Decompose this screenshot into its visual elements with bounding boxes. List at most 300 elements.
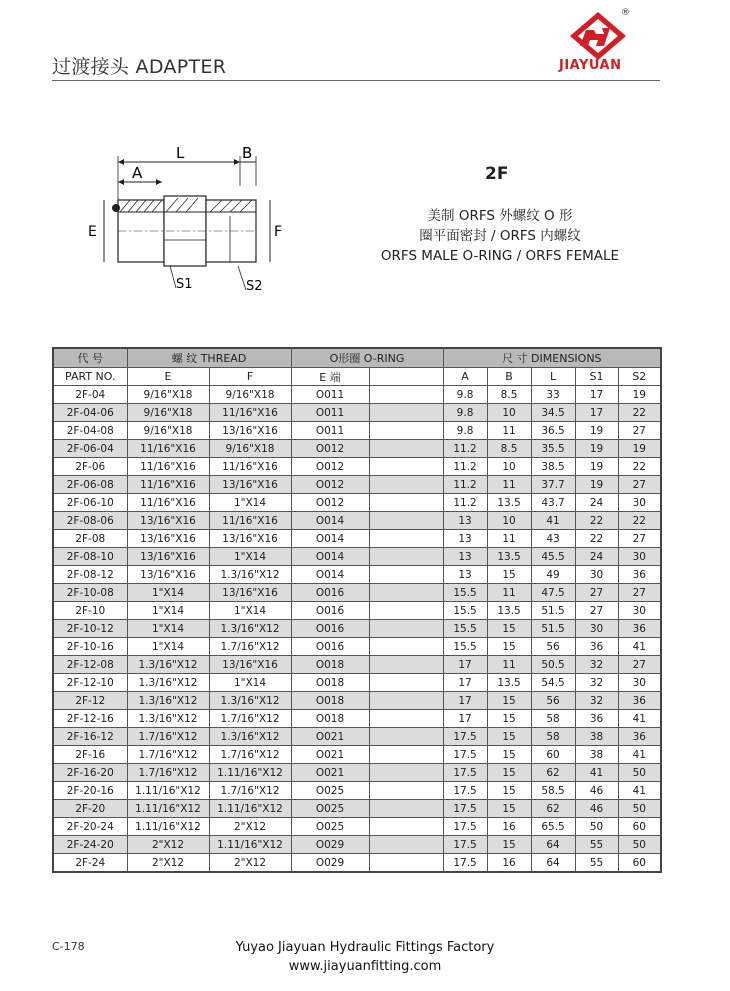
- table-cell: 22: [618, 404, 661, 422]
- table-cell: 9/16"X18: [209, 440, 291, 458]
- header-oring: O形圈 O-RING: [291, 348, 443, 368]
- table-cell: 2F-12-16: [53, 710, 127, 728]
- table-cell: 17.5: [443, 854, 487, 873]
- table-cell: 22: [575, 512, 618, 530]
- table-cell: O011: [291, 404, 369, 422]
- table-cell: 17.5: [443, 782, 487, 800]
- table-cell: 46: [575, 800, 618, 818]
- table-cell: 13/16"X16: [209, 530, 291, 548]
- table-cell: 2F-16: [53, 746, 127, 764]
- table-cell: 36: [618, 566, 661, 584]
- table-row: [53, 404, 661, 422]
- table-cell: 17: [443, 710, 487, 728]
- table-row: [53, 584, 661, 602]
- table-cell: O014: [291, 530, 369, 548]
- logo-text: JIAYUAN: [559, 58, 622, 73]
- header-a: A: [443, 368, 487, 386]
- table-cell: O016: [291, 602, 369, 620]
- table-cell: 11.2: [443, 476, 487, 494]
- table-cell: 30: [618, 602, 661, 620]
- table-cell: 58: [531, 710, 575, 728]
- table-cell: 11: [487, 422, 531, 440]
- table-cell: 11/16"X16: [127, 458, 209, 476]
- table-cell: 13/16"X16: [127, 548, 209, 566]
- table-cell: 1.7/16"X12: [209, 782, 291, 800]
- dim-label-B: B: [242, 144, 253, 162]
- header-thread: 螺 纹 THREAD: [127, 348, 291, 368]
- table-row: [53, 548, 661, 566]
- table-cell: 1"X14: [127, 602, 209, 620]
- table-cell: 41: [618, 638, 661, 656]
- table-cell: O025: [291, 782, 369, 800]
- table-cell: 56: [531, 692, 575, 710]
- table-row: [53, 422, 661, 440]
- table-cell: 55: [575, 854, 618, 873]
- table-cell: 62: [531, 800, 575, 818]
- table-cell: 1"X14: [127, 584, 209, 602]
- table-cell: 2F-12: [53, 692, 127, 710]
- table-cell: 1.7/16"X12: [127, 764, 209, 782]
- table-cell: 9/16"X18: [127, 386, 209, 404]
- table-cell: 17: [443, 674, 487, 692]
- table-cell: 2F-08: [53, 530, 127, 548]
- table-cell: 10: [487, 512, 531, 530]
- table-cell: O014: [291, 512, 369, 530]
- table-cell: 11/16"X16: [209, 512, 291, 530]
- table-cell: 2F-12-10: [53, 674, 127, 692]
- table-cell: 1.11/16"X12: [209, 764, 291, 782]
- table-cell: 27: [575, 584, 618, 602]
- table-cell: 8.5: [487, 386, 531, 404]
- table-cell: 1.7/16"X12: [209, 746, 291, 764]
- table-cell: 16: [487, 854, 531, 873]
- dim-label-A: A: [132, 164, 143, 182]
- table-cell: [369, 494, 443, 512]
- table-cell: 2F-04-06: [53, 404, 127, 422]
- table-cell: 9/16"X18: [127, 404, 209, 422]
- table-cell: 17.5: [443, 836, 487, 854]
- table-cell: [369, 836, 443, 854]
- table-cell: 51.5: [531, 620, 575, 638]
- table-cell: 13/16"X16: [209, 584, 291, 602]
- table-cell: 11/16"X16: [127, 494, 209, 512]
- registered-mark: ®: [621, 8, 630, 18]
- table-cell: O025: [291, 800, 369, 818]
- table-cell: 15: [487, 620, 531, 638]
- table-cell: 38: [575, 746, 618, 764]
- table-cell: 19: [575, 422, 618, 440]
- table-cell: 2"X12: [127, 836, 209, 854]
- table-cell: 30: [618, 674, 661, 692]
- table-cell: 27: [618, 422, 661, 440]
- table-cell: O011: [291, 422, 369, 440]
- table-cell: 2F-04-08: [53, 422, 127, 440]
- table-cell: 17.5: [443, 800, 487, 818]
- table-cell: 11: [487, 530, 531, 548]
- table-cell: 54.5: [531, 674, 575, 692]
- table-cell: 1.11/16"X12: [209, 836, 291, 854]
- table-cell: 1.7/16"X12: [209, 638, 291, 656]
- table-cell: 13/16"X16: [209, 656, 291, 674]
- table-cell: 60: [531, 746, 575, 764]
- table-cell: 32: [575, 692, 618, 710]
- table-row: [53, 440, 661, 458]
- table-cell: O012: [291, 494, 369, 512]
- table-cell: O014: [291, 566, 369, 584]
- table-cell: O018: [291, 710, 369, 728]
- table-cell: 10: [487, 404, 531, 422]
- table-cell: 22: [618, 512, 661, 530]
- table-cell: 2F-16-20: [53, 764, 127, 782]
- table-cell: 2F-16-12: [53, 728, 127, 746]
- header-dimensions: 尺 寸 DIMENSIONS: [443, 348, 661, 368]
- table-cell: 15: [487, 638, 531, 656]
- table-cell: 19: [575, 458, 618, 476]
- table-cell: [369, 620, 443, 638]
- table-cell: 15: [487, 710, 531, 728]
- table-cell: 1"X14: [209, 494, 291, 512]
- table-cell: 2F-10-08: [53, 584, 127, 602]
- table-cell: 9/16"X18: [209, 386, 291, 404]
- table-row: [53, 638, 661, 656]
- table-cell: 1.3/16"X12: [209, 728, 291, 746]
- website: www.jiayuanfitting.com: [288, 959, 442, 974]
- table-cell: 1.3/16"X12: [127, 674, 209, 692]
- table-cell: 27: [618, 584, 661, 602]
- table-cell: 10: [487, 458, 531, 476]
- table-cell: 2F-06-08: [53, 476, 127, 494]
- page-number: C-178: [52, 940, 85, 953]
- table-cell: O018: [291, 692, 369, 710]
- table-cell: 16: [487, 818, 531, 836]
- company-name: Yuyao Jiayuan Hydraulic Fittings Factory: [235, 940, 495, 955]
- table-cell: 1"X14: [209, 602, 291, 620]
- table-cell: 65.5: [531, 818, 575, 836]
- table-cell: [369, 584, 443, 602]
- table-cell: O012: [291, 440, 369, 458]
- table-cell: 13.5: [487, 548, 531, 566]
- table-cell: 1"X14: [209, 548, 291, 566]
- page-title: 过渡接头 ADAPTER: [52, 56, 227, 78]
- header-e-end: E 端: [291, 368, 369, 386]
- table-row: [53, 782, 661, 800]
- header-divider: [52, 80, 660, 81]
- table-cell: 2F-06-10: [53, 494, 127, 512]
- table-cell: O012: [291, 476, 369, 494]
- table-cell: 15: [487, 728, 531, 746]
- table-cell: 62: [531, 764, 575, 782]
- table-cell: 11/16"X16: [209, 404, 291, 422]
- table-cell: [369, 512, 443, 530]
- table-cell: [369, 728, 443, 746]
- table-cell: [369, 422, 443, 440]
- table-cell: 30: [575, 566, 618, 584]
- description-line-1: 美制 ORFS 外螺纹 O 形: [427, 208, 573, 224]
- table-cell: O011: [291, 386, 369, 404]
- header-part-no: PART NO.: [53, 368, 127, 386]
- table-cell: 36: [618, 728, 661, 746]
- table-cell: [369, 674, 443, 692]
- header-s2: S2: [618, 368, 661, 386]
- table-row: [53, 656, 661, 674]
- table-row: [53, 512, 661, 530]
- table-cell: 41: [531, 512, 575, 530]
- table-row: [53, 692, 661, 710]
- table-cell: O018: [291, 656, 369, 674]
- table-cell: 15: [487, 764, 531, 782]
- table-cell: 13/16"X16: [127, 512, 209, 530]
- table-cell: 38.5: [531, 458, 575, 476]
- table-cell: 11/16"X16: [209, 458, 291, 476]
- table-cell: 2"X12: [209, 818, 291, 836]
- table-cell: O016: [291, 620, 369, 638]
- table-cell: 27: [618, 530, 661, 548]
- table-cell: 2F-10-16: [53, 638, 127, 656]
- dim-label-L: L: [176, 144, 185, 162]
- table-cell: 1.3/16"X12: [127, 692, 209, 710]
- table-group-header: [53, 348, 661, 368]
- table-row: [53, 620, 661, 638]
- table-cell: 34.5: [531, 404, 575, 422]
- header-l: L: [531, 368, 575, 386]
- table-cell: 2F-10-12: [53, 620, 127, 638]
- table-cell: 27: [618, 656, 661, 674]
- table-cell: [369, 566, 443, 584]
- table-cell: 17: [575, 404, 618, 422]
- table-cell: 2"X12: [209, 854, 291, 873]
- header-s1: S1: [575, 368, 618, 386]
- table-row: [53, 476, 661, 494]
- table-cell: 19: [618, 440, 661, 458]
- table-cell: 17.5: [443, 818, 487, 836]
- table-cell: [369, 656, 443, 674]
- table-cell: [369, 746, 443, 764]
- table-cell: [369, 854, 443, 873]
- table-cell: 2F-08-10: [53, 548, 127, 566]
- table-cell: [369, 692, 443, 710]
- table-cell: 19: [575, 476, 618, 494]
- table-cell: 15: [487, 800, 531, 818]
- table-cell: 15: [487, 836, 531, 854]
- table-cell: 11: [487, 656, 531, 674]
- table-cell: [369, 638, 443, 656]
- table-cell: 1.3/16"X12: [209, 566, 291, 584]
- table-cell: 36: [575, 710, 618, 728]
- table-cell: 2F-06-04: [53, 440, 127, 458]
- description-line-3: ORFS MALE O-RING / ORFS FEMALE: [380, 248, 620, 264]
- table-sub-header: [53, 368, 661, 386]
- table-cell: 33: [531, 386, 575, 404]
- table-cell: 13: [443, 512, 487, 530]
- table-cell: 13.5: [487, 674, 531, 692]
- table-cell: O016: [291, 584, 369, 602]
- footer: [0, 938, 730, 976]
- table-cell: 11/16"X16: [127, 440, 209, 458]
- fitting-drawing: [80, 140, 300, 300]
- table-cell: 15.5: [443, 584, 487, 602]
- table-cell: 51.5: [531, 602, 575, 620]
- header-b: B: [487, 368, 531, 386]
- table-cell: [369, 818, 443, 836]
- table-cell: [369, 602, 443, 620]
- table-cell: 17.5: [443, 764, 487, 782]
- table-cell: 56: [531, 638, 575, 656]
- table-cell: 41: [618, 746, 661, 764]
- table-cell: 11.2: [443, 458, 487, 476]
- table-cell: 1.11/16"X12: [127, 782, 209, 800]
- table-cell: 2F-04: [53, 386, 127, 404]
- header-code: 代 号: [53, 348, 127, 368]
- table-cell: [369, 476, 443, 494]
- table-cell: O016: [291, 638, 369, 656]
- table-cell: O025: [291, 818, 369, 836]
- table-cell: 43.7: [531, 494, 575, 512]
- table-cell: 11: [487, 476, 531, 494]
- table-cell: 1"X14: [127, 638, 209, 656]
- table-row: [53, 386, 661, 404]
- table-row: [53, 728, 661, 746]
- table-cell: O012: [291, 458, 369, 476]
- table-cell: 17.5: [443, 746, 487, 764]
- table-cell: [369, 530, 443, 548]
- table-row: [53, 602, 661, 620]
- table-cell: 15: [487, 746, 531, 764]
- table-cell: 1.3/16"X12: [127, 710, 209, 728]
- header-blank: [369, 368, 443, 386]
- model-code: 2F: [485, 164, 509, 184]
- table-cell: [369, 800, 443, 818]
- table-cell: 2F-08-06: [53, 512, 127, 530]
- table-cell: 2F-20-24: [53, 818, 127, 836]
- table-cell: 1.7/16"X12: [209, 710, 291, 728]
- table-cell: 17: [443, 692, 487, 710]
- table-row: [53, 674, 661, 692]
- table-cell: 36: [575, 638, 618, 656]
- table-cell: 1"X14: [209, 674, 291, 692]
- table-cell: 1.3/16"X12: [209, 620, 291, 638]
- table-cell: 1.7/16"X12: [127, 728, 209, 746]
- table-row: [53, 746, 661, 764]
- table-cell: 2F-10: [53, 602, 127, 620]
- table-cell: 24: [575, 548, 618, 566]
- table-cell: 36: [618, 692, 661, 710]
- table-cell: 15: [487, 692, 531, 710]
- table-cell: 11.2: [443, 440, 487, 458]
- table-cell: 2F-12-08: [53, 656, 127, 674]
- table-cell: 36: [618, 620, 661, 638]
- table-cell: 15: [487, 782, 531, 800]
- table-cell: 55: [575, 836, 618, 854]
- table-cell: O014: [291, 548, 369, 566]
- table-cell: 8.5: [487, 440, 531, 458]
- table-cell: 38: [575, 728, 618, 746]
- table-cell: [369, 440, 443, 458]
- table-cell: 15: [487, 566, 531, 584]
- table-cell: 50: [618, 764, 661, 782]
- table-cell: 11: [487, 584, 531, 602]
- table-cell: O018: [291, 674, 369, 692]
- table-cell: 27: [575, 602, 618, 620]
- table-row: [53, 494, 661, 512]
- table-cell: [369, 710, 443, 728]
- table-cell: 15.5: [443, 638, 487, 656]
- table-row: [53, 710, 661, 728]
- table-row: [53, 530, 661, 548]
- table-cell: 2F-20-16: [53, 782, 127, 800]
- table-cell: 19: [618, 386, 661, 404]
- description-line-2: 圈平面密封 / ORFS 内螺纹: [419, 228, 581, 244]
- table-cell: 13: [443, 548, 487, 566]
- table-cell: 17: [443, 656, 487, 674]
- table-cell: O021: [291, 746, 369, 764]
- table-cell: 2F-08-12: [53, 566, 127, 584]
- table-cell: 24: [575, 494, 618, 512]
- table-cell: 11.2: [443, 494, 487, 512]
- table-cell: 41: [618, 782, 661, 800]
- table-cell: 58.5: [531, 782, 575, 800]
- table-cell: 1.7/16"X12: [127, 746, 209, 764]
- table-cell: 22: [618, 458, 661, 476]
- table-cell: O029: [291, 836, 369, 854]
- table-row: [53, 854, 661, 873]
- table-cell: 35.5: [531, 440, 575, 458]
- table-cell: 45.5: [531, 548, 575, 566]
- table-cell: 2"X12: [127, 854, 209, 873]
- table-row: [53, 458, 661, 476]
- table-cell: 19: [575, 440, 618, 458]
- table-cell: 47.5: [531, 584, 575, 602]
- table-cell: 27: [618, 476, 661, 494]
- table-cell: 13: [443, 566, 487, 584]
- table-cell: 2F-24-20: [53, 836, 127, 854]
- table-cell: 9.8: [443, 422, 487, 440]
- table-cell: 1.11/16"X12: [127, 800, 209, 818]
- table-cell: 37.7: [531, 476, 575, 494]
- table-cell: 41: [575, 764, 618, 782]
- table-cell: 50.5: [531, 656, 575, 674]
- table-cell: 32: [575, 656, 618, 674]
- table-cell: 13.5: [487, 602, 531, 620]
- table-cell: 13/16"X16: [127, 566, 209, 584]
- table-cell: 49: [531, 566, 575, 584]
- table-cell: 36.5: [531, 422, 575, 440]
- table-cell: 2F-06: [53, 458, 127, 476]
- table-cell: 64: [531, 836, 575, 854]
- table-row: [53, 800, 661, 818]
- table-cell: 9.8: [443, 386, 487, 404]
- table-row: [53, 836, 661, 854]
- table-cell: 9/16"X18: [127, 422, 209, 440]
- spec-table: [52, 347, 662, 873]
- dim-label-F: F: [274, 224, 283, 240]
- table-cell: 22: [575, 530, 618, 548]
- table-cell: 50: [618, 800, 661, 818]
- table-cell: 13: [443, 530, 487, 548]
- dim-label-E: E: [88, 224, 97, 240]
- table-cell: O029: [291, 854, 369, 873]
- header-f: F: [209, 368, 291, 386]
- table-cell: 1.3/16"X12: [127, 656, 209, 674]
- table-cell: 15.5: [443, 620, 487, 638]
- table-cell: 13/16"X16: [209, 422, 291, 440]
- table-cell: 11/16"X16: [127, 476, 209, 494]
- table-cell: 2F-24: [53, 854, 127, 873]
- table-cell: 1.3/16"X12: [209, 692, 291, 710]
- table-cell: 1.11/16"X12: [127, 818, 209, 836]
- table-cell: 17: [575, 386, 618, 404]
- table-body: [53, 386, 661, 873]
- table-cell: 13/16"X16: [209, 476, 291, 494]
